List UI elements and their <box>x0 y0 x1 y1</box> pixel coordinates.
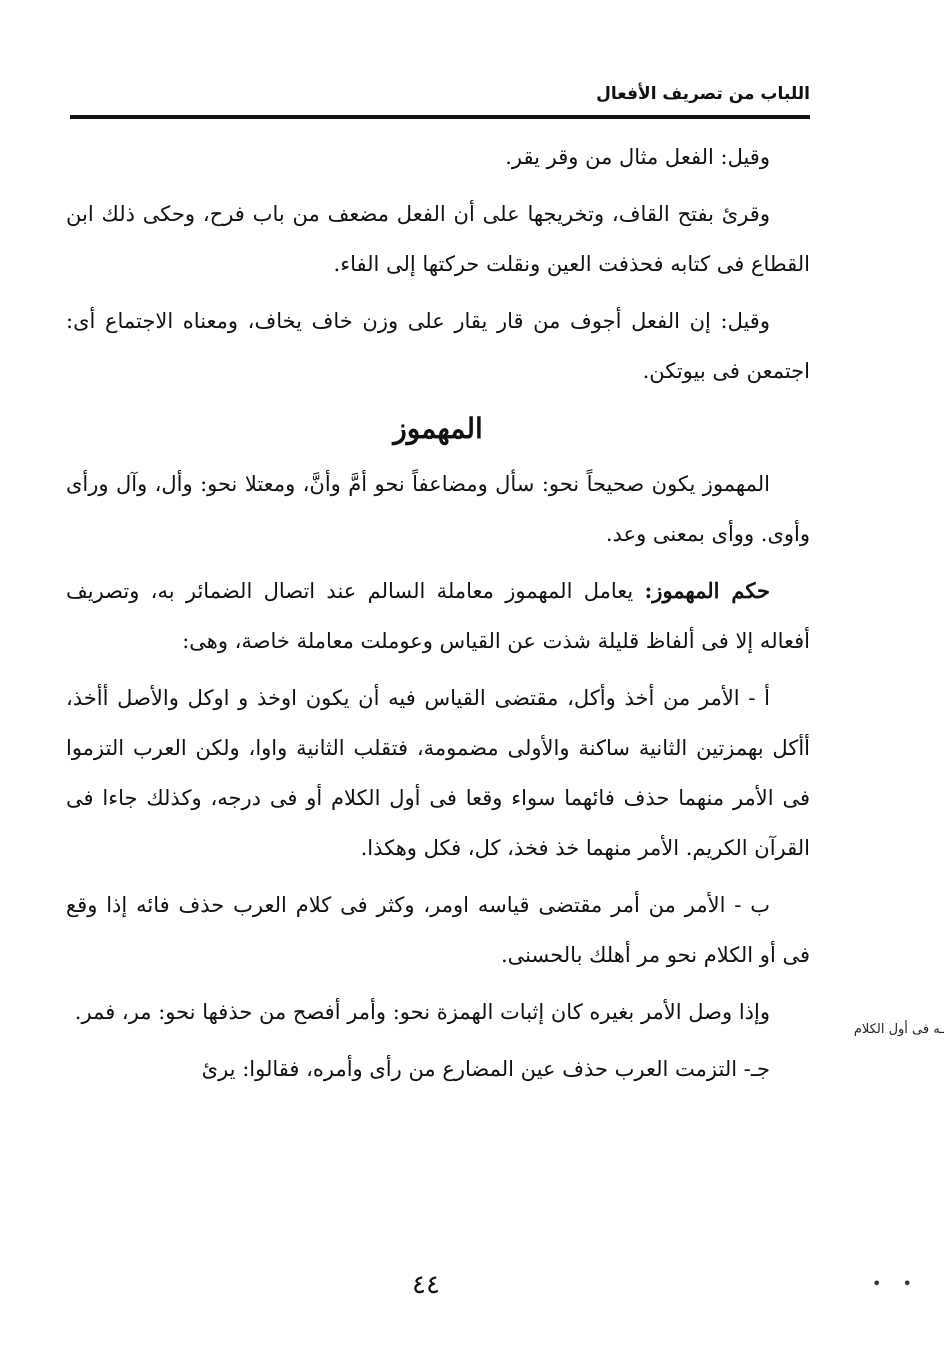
paragraph: وقيل: الفعل مثال من وقر يقر. <box>505 145 770 169</box>
paragraph: المهموز يكون صحيحاً نحو: سأل ومضاعفاً نحو أمَّ وأنَّ، ومعتلا نحو: وأل، وآل ورأى وأوى. ووأى بمعنى وعد. <box>66 472 810 546</box>
running-header: اللباب من تصريف الأفعال <box>596 84 810 104</box>
paragraph: ب - الأمر من أمر مقتضى قياسه اومر، وكثر فى كلام العرب حذف فائه إذا وقع فى أو الكلام نحو مر أهلك بالحسنى. <box>66 893 810 967</box>
paragraph: وقيل: إن الفعل أجوف من قار يقار على وزن خاف يخاف، ومعناه الاجتماع أى: اجتمعن فى بيوتكن. <box>66 309 810 383</box>
body-text <box>66 132 810 1101</box>
paragraph: جـ- التزمت العرب حذف عين المضارع من رأى وأمره، فقالوا: يرئ <box>201 1057 770 1081</box>
paragraph <box>66 566 810 666</box>
handwritten-margin-note: ـه فى أول الكلام <box>853 1022 944 1037</box>
section-title: المهموز <box>393 412 483 445</box>
page-number: ٤٤ <box>412 1270 440 1300</box>
paragraph: وإذا وصل الأمر بغيره كان إثبات الهمزة نحو: وأمر أفصح من حذفها نحو: مر، فمر. <box>74 1000 770 1024</box>
paragraph-label: حكم المهموز: <box>644 578 770 603</box>
paragraph-text: يعامل المهموز معاملة السالم عند اتصال الضمائر به، وتصريف أفعاله إلا فى ألفاظ قليلة شذت عن القياس وعوملت معاملة خاصة، وهى: <box>66 579 810 653</box>
paragraph: أ - الأمر من أخذ وأكل، مقتضى القياس فيه أن يكون اوخذ و اوكل والأصل أأخذ، أأكل بهمزتين الثانية ساكنة والأولى مضمومة، فتقلب الثانية واوا، ولكن العرب التزموا فى الأمر منهما حذف فائهما سواء وقعا فى أول الكلام أو فى درجه، وكذلك جاءا فى القرآن الكريم. الأمر منهما خذ فخذ، كل، فكل وهكذا. <box>66 686 810 860</box>
paragraph: وقرئ بفتح القاف، وتخريجها على أن الفعل مضعف من باب فرح، وحكى ذلك ابن القطاع فى كتابه فحذفت العين ونقلت حركتها إلى الفاء. <box>66 202 810 276</box>
corner-marks: • • <box>872 1274 920 1293</box>
header-rule <box>70 115 810 119</box>
